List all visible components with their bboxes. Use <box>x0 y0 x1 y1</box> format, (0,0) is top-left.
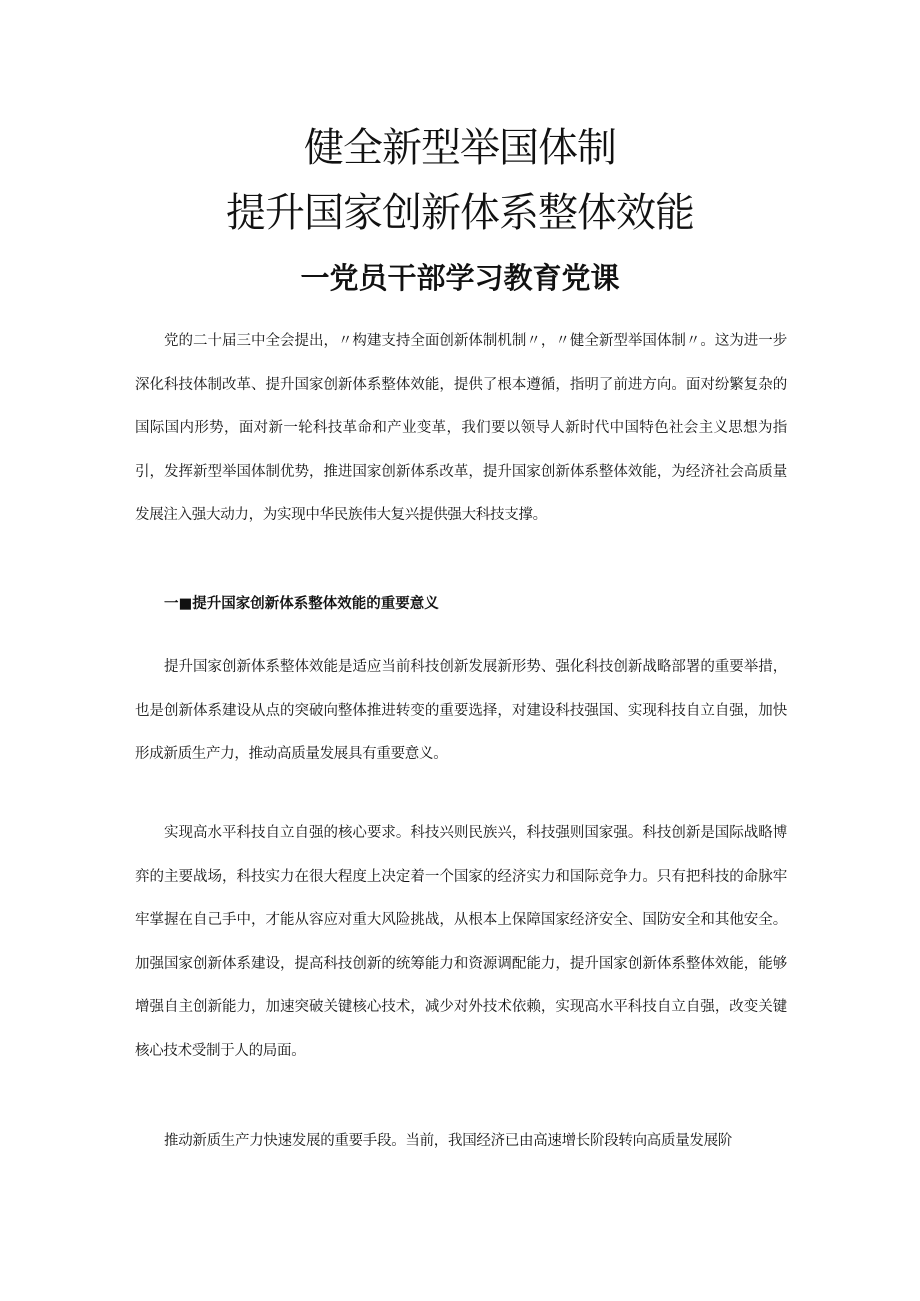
paragraph-intro: 党的二十届三中全会提出，〃构建支持全面创新体制机制〃，〃健全新型举国体制〃。这为进一步深化科技体制改革、提升国家创新体系整体效能，提供了根本遵循，指明了前进方向。面对纷繁复杂的国际国内形势，面对新一轮科技革命和产业变革，我们要以领导人新时代中国特色社会主义思想为指引，发挥新型举国体制优势，推进国家创新体系改革，提升国家创新体系整体效能，为经济社会高质量发展注入强大动力，为实现中华民族伟大复兴提供强大科技支撑。 <box>135 333 787 523</box>
paragraph-productivity: 推动新质生产力快速发展的重要手段。当前，我国经济已由高速增长阶段转向高质量发展阶 <box>164 1133 732 1149</box>
document-title-line-1: 健全新型举国体制 <box>304 125 616 171</box>
paragraph-self-reliance: 实现高水平科技自立自强的核心要求。科技兴则民族兴，科技强则国家强。科技创新是国际战略博弈的主要战场，科技实力在很大程度上决定着一个国家的经济实力和国际竞争力。只有把科技的命脉牢牢掌握在自己手中，才能从容应对重大风险挑战，从根本上保障国家经济安全、国防安全和其他安全。加强国家创新体系建设，提高科技创新的统筹能力和资源调配能力，提升国家创新体系整体效能，能够增强自主创新能力，加速突破关键核心技术，减少对外技术依赖，实现高水平科技自立自强，改变关键核心技术受制于人的局面。 <box>135 825 787 1059</box>
paragraph-significance: 提升国家创新体系整体效能是适应当前科技创新发展新形势、强化科技创新战略部署的重要举措，也是创新体系建设从点的突破向整体推进转变的重要选择，对建设科技强国、实现科技自立自强，加快形成新质生产力，推动高质量发展具有重要意义。 <box>135 659 787 762</box>
section-heading: 一■提升国家创新体系整体效能的重要意义 <box>164 596 439 612</box>
document-subtitle: 一党员干部学习教育党课 <box>300 261 620 295</box>
document-title-line-2: 提升国家创新体系整体效能 <box>226 190 694 236</box>
